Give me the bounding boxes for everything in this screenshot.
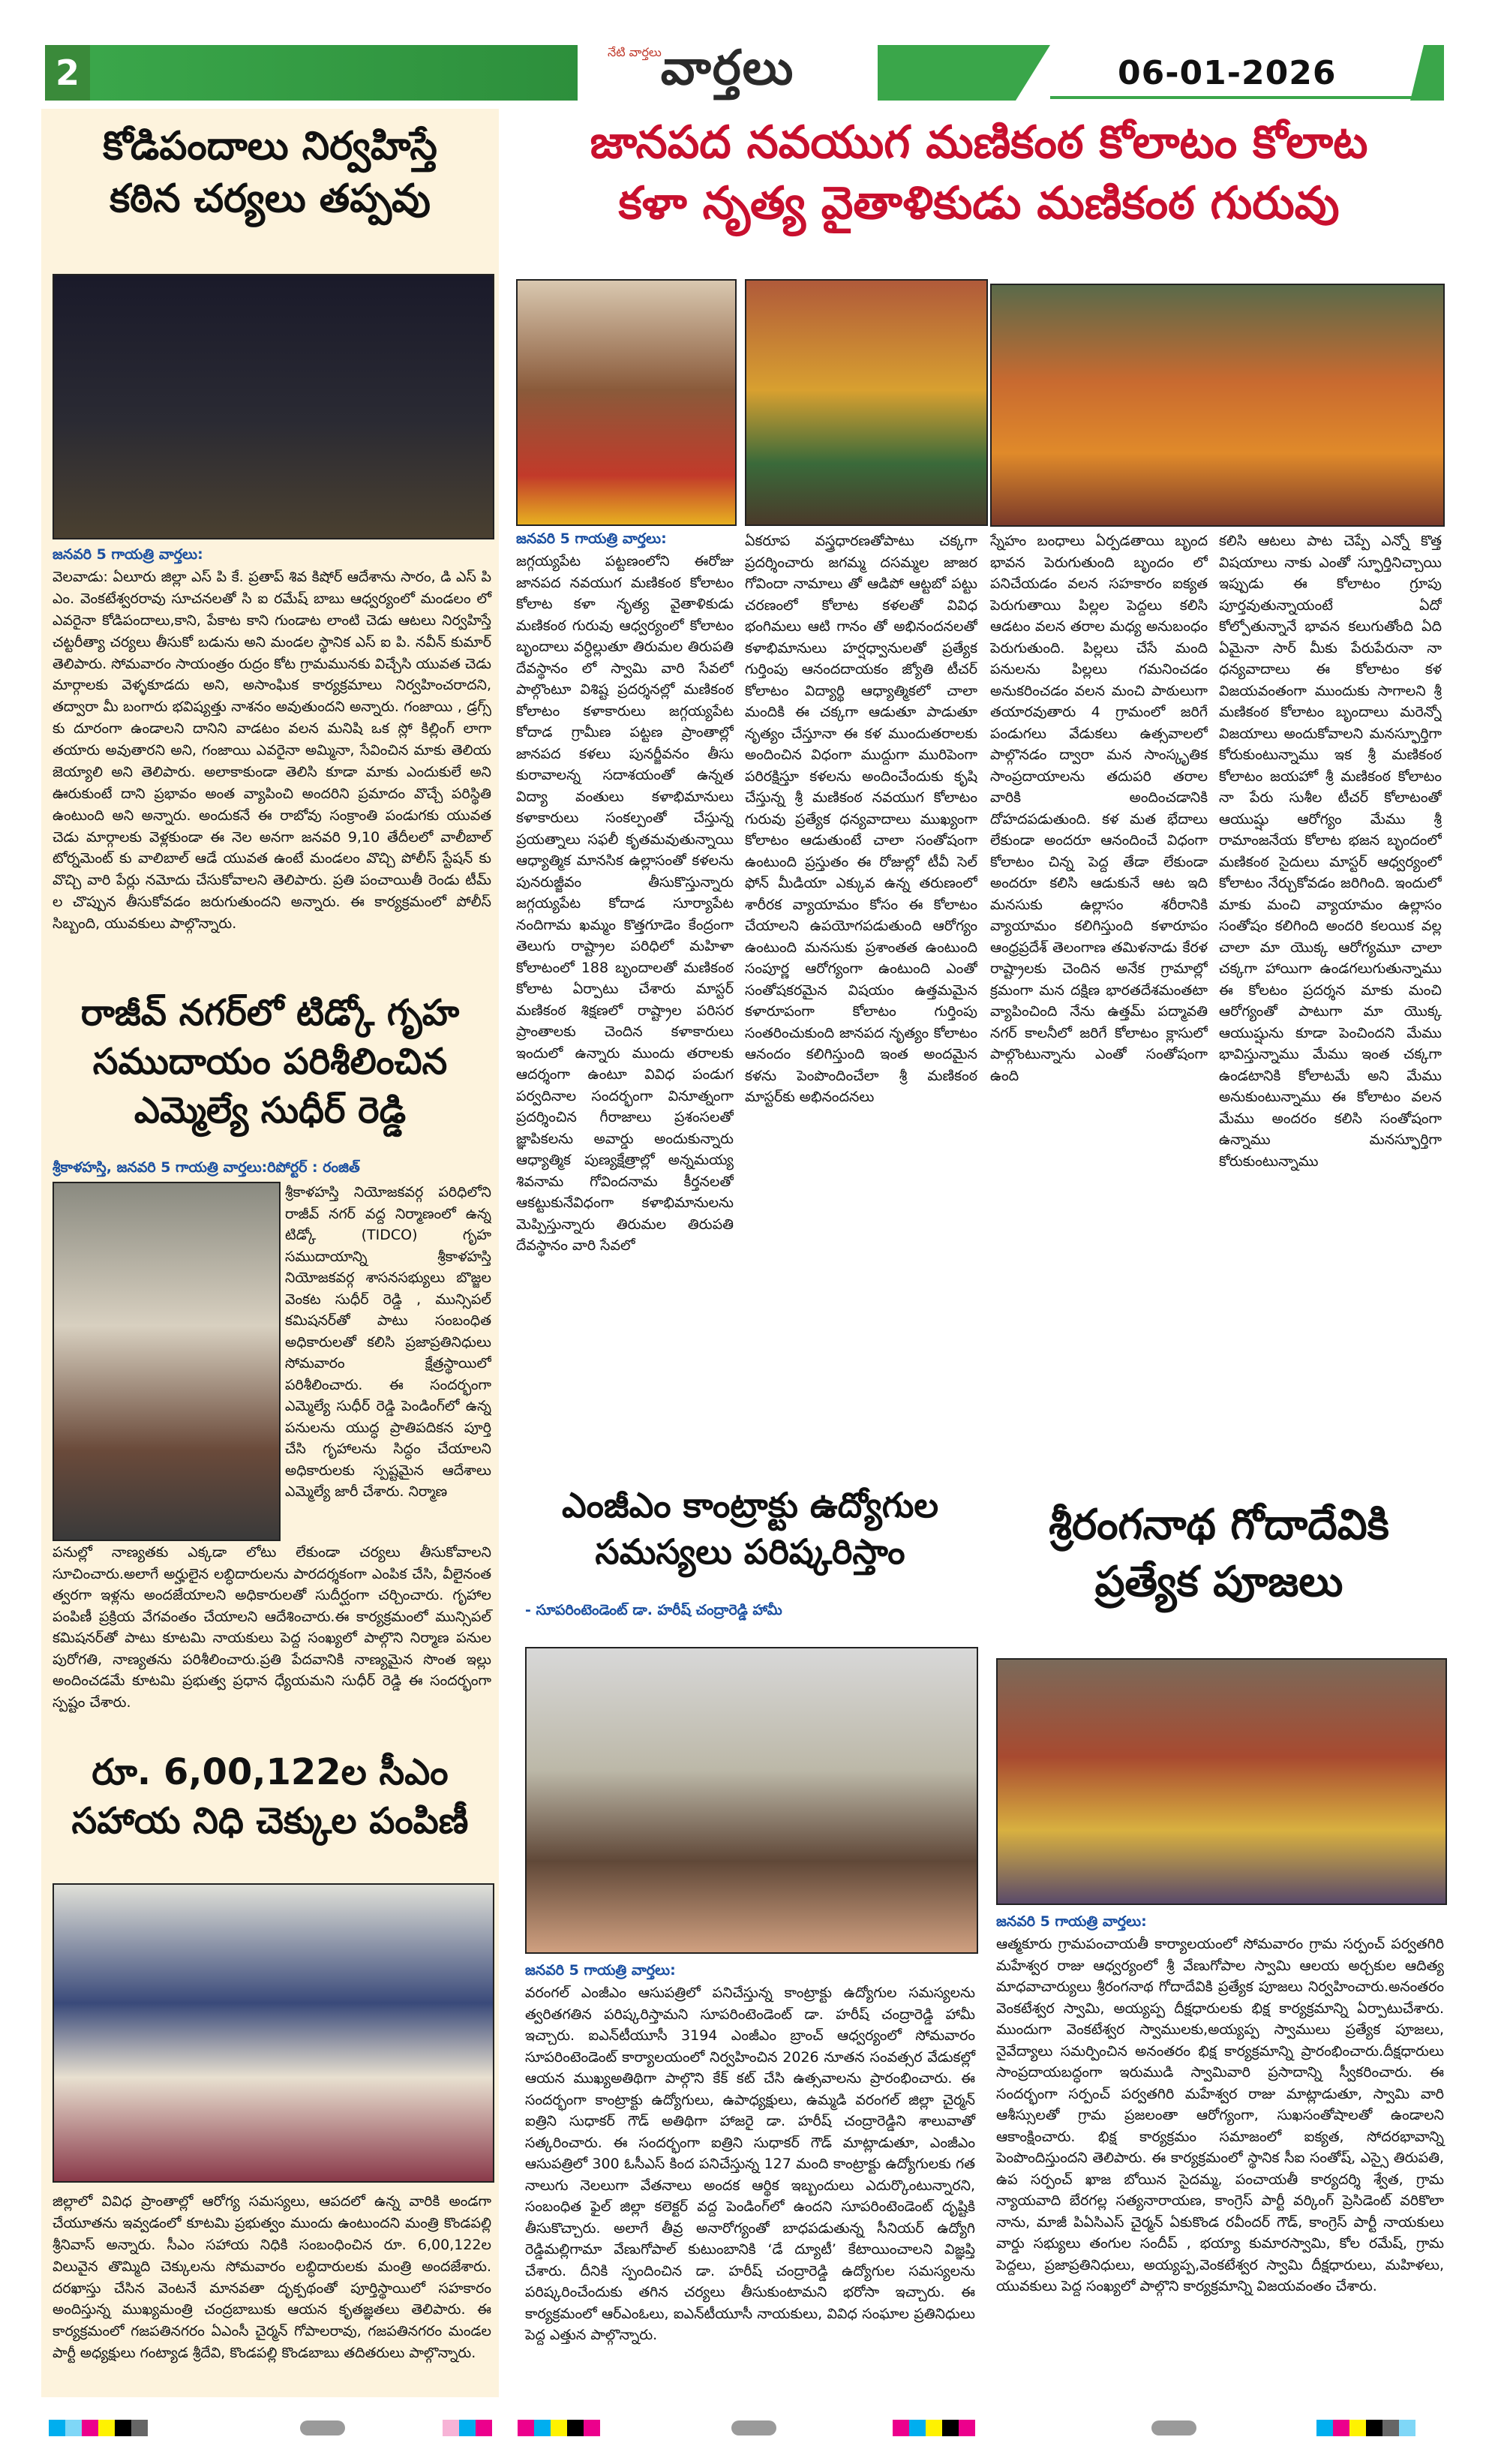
main-col3-body: స్నేహం బంధాలు ఏర్పడతాయి బృంద భావన పెరుగుతుంది బృందం లో పనిచేయడం వలన సహకారం ఐక్యత పెరుగుతాయి పిల్లల పెద్దలు కలిసి ఆడటం వలన తరాల మధ్య అనుబంధం పెరుగుతుంది. పిల్లలు చేసే మంది పనులను పిల్లలు గమనించడం అనుకరించడం వలన మంచి పాఠులుగా తయారవుతారు 4 గ్రామంలో జరిగే పండుగలు వేడుకలు ఉత్సవాలలో పాల్గొనడం ద్వారా మన సాంస్కృతిక సాంప్రదాయాలను తదుపరి తరాల వారికి అందించడానికి దోహదపడుతుంది. కళ మత భేదాలు లేకుండా అందరూ ఆనందించే విధంగా కోలాటం చిన్న పెద్ద తేడా లేకుండా అందరూ కలిసి ఆడుకునే ఆట ఇది మనసుకు ఉల్లాసం శరీరానికి వ్యాయామం కలిగిస్తుంది కళారూపం ఆంధ్రప్రదేశ్ తెలంగాణ తమిళనాడు కేరళ రాష్ట్రాలకు చెందిన అనేక గ్రామాల్లో క్రమంగా మన దక్షిణ భారతదేశమంతటా వ్యాపించింది నేను ఉత్తమ్ పద్మావతి నగర్ కాలనీలో జరిగే కోలాటం క్లాసులో పాల్గొంటున్నాను ఎంతో సంతోషంగా ఉంది: [990, 533, 1208, 1084]
registration-pill-2: [731, 2420, 776, 2436]
main-headline-line2: కళా నృత్య వైతాళికుడు మణికంఠ గురువు: [618, 177, 1340, 230]
color-registration-strip-5: [1316, 2420, 1415, 2436]
story3-headline-line2: సహాయ నిధి చెక్కుల పంపిణీ: [71, 1799, 469, 1842]
story2-byline: శ్రీకాళహస్తి, జనవరి 5 గాయత్రి వార్తలు:రిపోర్టర్ : రంజిత్: [53, 1159, 360, 1176]
story2-photo: [53, 1182, 281, 1541]
story1-headline-line1: కోడిపందాలు నిర్వహిస్తే: [103, 124, 437, 169]
color-registration-strip-4: [893, 2420, 975, 2436]
story1-body: వెలవాడు: ఏలూరు జిల్లా ఎస్ పి కే. ప్రతాప్ శివ కిషోర్ ఆదేశాను సారం, డి ఎస్ పి ఎం. వెంకటేశ్వరరావు సూచనలతో సి ఐ రమేష్ బాబు ఆధ్వర్యంలో మండలం లో ఎవరైనా కోడిపందాలు,కాని, పేకాట కాని గుండాట లాంటి చెడు ఆటలు నిర్వహిస్తే చట్టరీత్యా చర్యలు తీసుకో బడును అని మండల స్థానిక ఎస్ ఐ పి. నవీన్ కుమార్ తెలిపారు. సోమవారం సాయంత్రం రుద్రం కోట గ్రామమునకు విచ్చేసి యువత చెడు మార్గాలకు వెళ్ళకూడదు అని, అసాంఘిక కార్యక్రమాలు నిర్వహించరాదని, తద్వారా మీ బంగారు భవిష్యత్తు నాశనం అవుతుందని అన్నారు. గంజాయి , డ్రగ్స్ కు దూరంగా ఉండాలని దానిని వాడటం వలన మనిషి ఒక స్లో కిల్లింగ్ లాగా తయారు అవుతారని అని, గంజాయి ఎవరైనా అమ్మినా, సేవించిన మాకు తెలియ జెయ్యాలి అని తెలిపారు. అలాకాకుండా తెలిసి కూడా మాకు ఎందుకులే అని ఊరుకుంటే దాని ప్రభావం అంత వ్యాపించి అందరిని ప్రమాదం వొచ్చే పరిస్థితి ఉంటుంది అని అన్నారు. అందుకనే ఈ రాబోవు సంక్రాంతి పండుగకు యువత చెడు మార్గాలకు వెళ్లకుండా ఈ నెల అనగా జనవరి 9,10 తేదీలలో వాలీబాల్ టోర్నమెంట్ కు వాలిబాల్ ఆడే యువత ఉంటే మండలం వొచ్చి పోలీస్ స్టేషన్ కు వొచ్చి వారి పేర్లు నమోదు చేసుకోవాలని తెలిపారు. ప్రతి పంచాయితీ రెండు టీమ్ ల చొప్పున తీసుకోవడం జరుగుతుందని అన్నారు. ఈ కార్యక్రమంలో పోలీస్ సిబ్బంది, యువకులు పాల్గొన్నారు.: [53, 569, 491, 932]
main-photo-portrait: [516, 279, 737, 526]
story3-headline-line1: రూ. 6,00,122ల సీఎం: [92, 1751, 449, 1793]
story2-headline-line3: ఎమ్మెల్యే సుధీర్ రెడ్డి: [134, 1089, 407, 1131]
story1-byline: జనవరి 5 గాయత్రి వార్తలు:: [53, 546, 203, 563]
main-headline-line1: జానపద నవయుగ మణికంఠ కోలాటం కోలాట: [590, 116, 1368, 169]
story1-headline-line2: కఠిన చర్యలు తప్పవు: [110, 176, 431, 222]
story1-headline: [45, 120, 495, 225]
color-registration-strip-2: [443, 2420, 492, 2436]
mgm-subline: - సూపరింటెండెంట్ డా. హరీష్ చంద్రారెడ్డి హామీ: [525, 1602, 782, 1618]
story1-text: [53, 546, 491, 935]
story3-photo: [53, 1883, 494, 2183]
mgm-text: [525, 1962, 975, 2346]
story2-headline-line2: సముదాయం పరిశీలించిన: [92, 1040, 448, 1083]
color-registration-strip-3: [518, 2420, 600, 2436]
issue-date: 06-01-2026: [1118, 54, 1337, 92]
masthead-logo: [578, 40, 878, 104]
story2-headline-line1: రాజీవ్ నగర్‌లో టిడ్కో గృహ: [80, 992, 460, 1034]
story1-photo: [53, 274, 494, 539]
color-registration-strip-1: [49, 2420, 148, 2436]
goda-text: [996, 1913, 1444, 2297]
logo-tagline: నేటి వార్తలు: [608, 45, 662, 59]
registration-pill-1: [300, 2420, 345, 2436]
story2-headline: [45, 989, 495, 1134]
mgm-headline: [510, 1482, 990, 1575]
logo-text: వార్తలు: [660, 40, 795, 96]
goda-byline: జనవరి 5 గాయత్రి వార్తలు:: [996, 1913, 1147, 1930]
main-col1-body: జగ్గయ్యపేట పట్టణంలోని ఈరోజు జానపద నవయుగ మణికంఠ కోలాటం కోలాట కళా నృత్య వైతాళికుడు మణికంఠ గురువు ఆధ్వర్యంలో కోలాటం బృందాలు వర్ధిల్లుతూ తిరుమల తిరుపతి దేవస్థానం లో స్వామి వారి సేవలో పాల్గొంటూ విశిష్ట ప్రదర్శనల్లో మణికంఠ కోలాటం కళాకారులు జగ్గయ్యపేట కోదాడ గ్రామీణ పట్టణ ప్రాంతాల్లో జానపద కళలు పునర్జీవనం తీసు కురావాలన్న సదాశయంతో ఉన్నత విద్యా వంతులు కళాభిమానులు కళాకారులు సంకల్పంతో చేస్తున్న ప్రయత్నాలు సఫలీ కృతమవుతున్నాయి ఆధ్యాత్మిక మానసిక ఉల్లాసంతో కళలను పునరుజ్జీవం తీసుకొస్తున్నారు జగ్గయ్యపేట కోదాడ సూర్యాపేట నందిగామ ఖమ్మం కొత్తగూడెం కేంద్రంగా తెలుగు రాష్ట్రాల పరిధిలో మహిళా కోలాటంలో 188 బృందాలతో మణికంఠ కోలాట ఏర్పాటు చేశారు మాస్టర్ మణికంఠ శిక్షణలో రాష్ట్రాల పరిసర ప్రాంతాలకు చెందిన కళాకారులు ఇందులో ఉన్నారు ముందు తరాలకు ఆదర్శంగా ఉంటూ వివిధ పండుగ పర్వదినాల సందర్భంగా వినూత్నంగా ప్రదర్శించిన గీరాజాలు ప్రశంసలతో జ్ఞాపికలను అవార్డు అందుకున్నారు ఆధ్యాత్మిక పుణ్యక్షేత్రాల్లో అన్నమయ్య శివనామ గోవిందనామ కీర్తనలతో ఆకట్టుకునేవిధంగా కళాభిమానులను మెప్పిస్తున్నారు తిరుమల తిరుపతి దేవస్థానం వారి సేవలో: [516, 553, 734, 1254]
story2-body-full: పనుల్లో నాణ్యతకు ఎక్కడా లోటు లేకుండా చర్యలు తీసుకోవాలని సూచించారు.అలాగే అర్హులైన లబ్ధిదారులను పారదర్శకంగా ఎంపిక చేసి, వీలైనంత త్వరగా ఇళ్లను అందజేయాలని అధికారులతో సుదీర్ఘంగా చర్చించారు. గృహాల పంపిణీ ప్రక్రియ వేగవంతం చేయాలని ఆదేశించారు.ఈ కార్యక్రమంలో మున్సిపల్ కమిషనర్‌తో పాటు కూటమి నాయకులు పెద్ద సంఖ్యలో పాల్గొని నిర్మాణ పనుల పురోగతి, నాణ్యతను పరిశీలించారు.ప్రతి పేదవానికి నాణ్యమైన సొంత ఇల్లు అందించడమే కూటమి ప్రభుత్వ ప్రధాన ధ్యేయమని సుధీర్ రెడ్డి ఈ సందర్భంగా స్పష్టం చేశారు.: [53, 1544, 491, 1711]
mgm-photo: [525, 1647, 978, 1954]
header-stripe-left: [90, 45, 578, 101]
goda-headline-line2: ప్రత్యేక పూజలు: [1094, 1557, 1343, 1606]
goda-body: ఆత్మకూరు గ్రామపంచాయతీ కార్యాలయంలో సోమవారం గ్రామ సర్పంచ్ పర్వతగిరి మహేశ్వర రాజు ఆధ్వర్యంలో శ్రీ వేణుగోపాల స్వామి ఆలయ అర్చకుల ఆదిత్య మాధవాచార్యులు శ్రీరంగనాథ గోదాదేవికి ప్రత్యేక పూజలు నిర్వహించారు.అనంతరం వెంకటేశ్వర స్వామి, అయ్యప్ప దీక్షధారులకు భిక్ష కార్యక్రమాన్ని ఏర్పాటుచేశారు. ముందుగా వెంకటేశ్వర స్వాములకు,అయ్యప్ప స్వాములు ప్రత్యేక పూజలు, నైవేద్యాలు సమర్పించిన అనంతరం భిక్ష కార్యక్రమాన్ని ప్రారంభించారు.దీక్షధారులు సాంప్రదాయబద్ధంగా ఇరుముడి స్వామివారి ప్రసాదాన్ని స్వీకరించారు. ఈ సందర్భంగా సర్పంచ్ పర్వతగిరి మహేశ్వర రాజు మాట్లాడుతూ, స్వామి వారి ఆశీస్సులతో గ్రామ ప్రజలంతా ఆరోగ్యంగా, సుఖసంతోషాలతో ఉండాలని ఆకాంక్షించారు. భిక్ష కార్యక్రమం సమాజంలో ఐక్యత, సోదరభావాన్ని పెంపొందిస్తుందని తెలిపారు. ఈ కార్యక్రమంలో స్థానిక సీఐ సంతోష్, ఎస్సై తిరుపతి, ఉప సర్పంచ్ ఖాజ బోయిన సైదమ్మ, పంచాయతీ కార్యదర్శి శ్వేత, గ్రామ న్యాయవాది బేరగల్ల సత్యనారాయణ, కాంగ్రెస్ పార్టీ వర్కింగ్ ప్రెసిడెంట్ వరికొలా నాను, మాజీ పిఏసిఎస్ చైర్మన్ ఏకుకొండ రవీందర్ గౌడ్, కాంగ్రెస్ పార్టీ నాయకులు వార్డు సభ్యులు తంగుల సందీప్ , భయ్యా కుమారస్వామి, కోల రమేష్, గ్రామ పెద్దలు, ప్రజాప్రతినిధులు, అయ్యప్ప,వెంకటేశ్వర స్వామి దీక్షధారులు, మహిళలు, యువకులు పెద్ద సంఖ్యలో పాల్గొని కార్యక్రమాన్ని విజయవంతం చేశారు.: [996, 1936, 1444, 2294]
goda-headline: [990, 1497, 1448, 1610]
story3-body: జిల్లాలో వివిధ ప్రాంతాల్లో ఆరోగ్య సమస్యలు, ఆపదలో ఉన్న వారికి అండగా చేయూతను ఇవ్వడంలో కూటమి ప్రభుత్వం ముందు ఉంటుందని మంత్రి కొండపల్లి శ్రీనివాస్ అన్నారు. సీఎం సహాయ నిధికి సంబంధించిన రూ. 6,00,122ల విలువైన తొమ్మిది చెక్కులను సోమవారం లబ్ధిదారులకు మంత్రి అందజేశారు. దరఖాస్తు చేసిన వెంటనే మానవతా దృక్పథంతో పూర్తిస్థాయిలో సహకారం అందిస్తున్న ముఖ్యమంత్రి చంద్రబాబుకు ఆయన కృతజ్ఞతలు తెలిపారు. ఈ కార్యక్రమంలో గజపతినగరం ఏఎంసీ చైర్మన్ గోపాలరావు, గజపతినగరం మండల పార్టీ అధ్యక్షులు గంట్యాడ శ్రీదేవి, కొండపల్లి కొండబాబు తదితరులు పాల్గొన్నారు.: [53, 2193, 491, 2362]
mgm-headline-line2: సమస్యలు పరిష్కరిస్తాం: [595, 1531, 905, 1573]
mgm-body: వరంగల్ ఎంజీఎం ఆసుపత్రిలో పనిచేస్తున్న కాంట్రాక్టు ఉద్యోగుల సమస్యలను త్వరితగతిన పరిష్కరిస్తామని సూపరింటెండెంట్ డా. హరీష్ చంద్రారెడ్డి హామీ ఇచ్చారు. ఐఎన్‌టీయూసీ 3194 ఎంజీఎం బ్రాంచ్ ఆధ్వర్యంలో సోమవారం సూపరింటెండెంట్ కార్యాలయంలో నిర్వహించిన 2026 నూతన సంవత్సర వేడుకల్లో ఆయన ముఖ్యఅతిథిగా పాల్గొని కేక్ కట్ చేసి ఉత్సవాలను ప్రారంభించారు. ఈ సందర్భంగా కాంట్రాక్టు ఉద్యోగులు, ఉపాధ్యక్షులు, ఉమ్మడి వరంగల్ జిల్లా చైర్మన్ ఐత్రిని సుధాకర్ గౌడ్ అతిథిగా హాజరై డా. హరీష్ చంద్రారెడ్డిని శాలువాతో సత్కరించారు. ఈ సందర్భంగా ఐత్రిని సుధాకర్ గౌడ్ మాట్లాడుతూ, ఎంజీఎం ఆసుపత్రిలో 300 ఓసీఎస్ కింద పనిచేస్తున్న 127 మంది కాంట్రాక్టు ఉద్యోగులకు గత నాలుగు నెలలుగా వేతనాలు అందక ఆర్థిక ఇబ్బందులు ఎదుర్కొంటున్నారని, సంబంధిత ఫైల్ జిల్లా కలెక్టర్ వద్ద పెండింగ్‌లో ఉందని సూపరింటెండెంట్ దృష్టికి తీసుకొచ్చారు. అలాగే తీవ్ర అనారోగ్యంతో బాధపడుతున్న సీనియర్ ఉద్యోగి రెడ్డిమల్లిగామా వేణుగోపాల్ కుటుంబానికి ‘డే ద్యూటీ’ కేటాయించాలని విజ్ఞప్తి చేశారు. దీనికి స్పందించిన డా. హరీష్ చంద్రారెడ్డి ఉద్యోగుల సమస్యలను పరిష్కరించేందుకు తగిన చర్యలు తీసుకుంటామని భరోసా ఇచ్చారు. ఈ కార్యక్రమంలో ఆర్‌ఎంఓలు, ఐఎన్‌టీయూసీ నాయకులు, వివిధ సంఘాల ప్రతినిధులు పెద్ద ఎత్తున పాల్గొన్నారు.: [525, 1985, 975, 2343]
main-photo-dance: [745, 279, 988, 526]
main-byline: జనవరి 5 గాయత్రి వార్తలు:: [516, 530, 667, 547]
header-stripe-mid: [878, 45, 1050, 101]
page-number: 2: [45, 45, 90, 101]
main-col2-body: ఏకరూప వస్త్రధారణతోపాటు చక్కగా ప్రదర్శించారు జగమ్మ దసమ్మల జాజర గోవిందా నామాలు తో ఆడిపో ఆట్టబో పట్టు చరణంలో కోలాట కళలతో వివిధ భంగిమలు ఆటి గానం తో అభినందనలతో కళాభిమానులు హర్షధ్వానులతో ప్రత్యేక గుర్తింపు ఆనందదాయకం జ్యోతి టీచర్ కోలాటం విద్యార్థి ఆధ్యాత్మికలో చాలా మందికి ఈ చక్కగా ఆడుతూ పాడుతూ నృత్యం చేస్తూనా ఈ కళ ముందుతరాలకు అందించిన విధంగా ముద్దుగా మురిపెంగా పరిరక్షిస్తూ కళలను అందించేందుకు కృషి చేస్తున్న శ్రీ మణికంఠ నవయుగ కోలాటం గురువు ప్రత్యేక ధన్యవాదాలు ముఖ్యంగా కోలాటం ఆడుతుంటే చాలా సంతోషంగా ఉంటుంది ప్రస్తుతం ఈ రోజుల్లో టీవీ సెల్ ఫోన్ మీడియా ఎక్కువ ఉన్న తరుణంలో శారీరక వ్యాయామం కోసం ఈ కోలాటం చేయాలని ఉపయోగపడుతుంది ఆరోగ్యం ఉంటుంది మనసుకు ప్రశాంతత ఉంటుంది సంపూర్ణ ఆరోగ్యంగా ఉంటుంది ఎంతో సంతోషకరమైన విషయం ఉత్తమమైన కళారూపంగా కోలాటం గుర్తింపు సంతరించుకుంది జానపద నృత్యం కోలాటం ఆనందం కలిగిస్తుంది ఇంత అందమైన కళను పెంపొందించేలా శ్రీ మణికంఠ మాస్టర్‌కు అభినందనలు: [745, 533, 977, 1105]
main-headline: [510, 113, 1448, 234]
mgm-headline-line1: ఎంజీఎం కాంట్రాక్టు ఉద్యోగుల: [561, 1485, 939, 1525]
main-col1: [516, 530, 734, 1459]
date-underline: [1050, 96, 1444, 99]
goda-headline-line1: శ్రీరంగనాథ గోదాదేవికి: [1049, 1501, 1389, 1549]
story3-headline: [45, 1748, 495, 1846]
mgm-byline: జనవరి 5 గాయత్రి వార్తలు:: [525, 1962, 676, 1979]
registration-pill-3: [1151, 2420, 1196, 2436]
story2-body-side: శ్రీకాళహస్తి నియోజకవర్గ పరిధిలోని రాజీవ్ నగర్ వద్ద నిర్మాణంలో ఉన్న టిడ్కో (TIDCO) గృహ సముదాయాన్ని శ్రీకాళహస్తి నియోజకవర్గ శాసనసభ్యులు బొజ్జల వెంకట సుధీర్ రెడ్డి , మున్సిపల్ కమిషనర్‌తో పాటు సంబంధిత అధికారులతో కలిసి ప్రజాప్రతినిధులు సోమవారం క్షేత్రస్థాయిలో పరిశీలించారు. ఈ సందర్భంగా ఎమ్మెల్యే సుధీర్ రెడ్డి పెండింగ్‌లో ఉన్న పనులను యుద్ధ ప్రాతిపదికన పూర్తి చేసి గృహాలను సిద్ధం చేయాలని అధికారులకు స్పష్టమైన ఆదేశాలు ఎమ్మెల్యే జారీ చేశారు. నిర్మాణ: [285, 1184, 491, 1500]
goda-photo: [996, 1658, 1447, 1905]
header-corner: [1410, 45, 1444, 101]
main-photo-group: [990, 284, 1445, 527]
main-col4-body: కలిసి ఆటలు పాట చెప్పే ఎన్నో కొత్త విషయాలు నాకు ఎంతో స్ఫూర్తినిచ్చాయి ఇప్పుడు ఈ కోలాటం గ్రూపు పూర్తవుతున్నాయంటే ఏదో కోల్పోతున్నానే భావన కలుగుతోంది ఏది ఏమైనా సార్ మీకు పేరుపేరునా నా ధన్యవాదాలు ఈ కోలాటం కళ విజయవంతంగా ముందుకు సాగాలని శ్రీ మణికంఠ కోలాటం బృందాలు మరెన్నో విజయాలు అందుకోవాలని మనస్ఫూర్తిగా కోరుకుంటున్నాము ఇక శ్రీ మణికంఠ కోలాటం జయహో శ్రీ మణికంఠ కోలాటం నా పేరు సుశీల టీచర్ కోలాటంతో ఆయుష్షు ఆరోగ్యం మేము శ్రీ రామాంజనేయ కోలాట భజన బృందంలో మణికంఠ సైదులు మాస్టర్ ఆధ్వర్యంలో కోలాటం నేర్చుకోవడం జరిగింది. ఇందులో మాకు మంచి వ్యాయామం ఉల్లాసం సంతోషం కలిగింది అందరి కలయిక వల్ల చాలా మా యొక్క ఆరోగ్యమూ చాలా చక్కగా హాయిగా ఉండగలుగుతున్నాము ఈ కోలటం ప్రదర్శన మాకు మంచి ఆరోగ్యంతో పాటుగా మా యొక్క ఆయుష్షును కూడా పెంచిందని మేము భావిస్తున్నాము మేము ఇంత చక్కగా ఉండటానికి కోలాటమే అని మేము అనుకుంటున్నాము ఈ కోలాటం వలన మేము అందరం కలిసి సంతోషంగా ఉన్నాము మనస్ఫూర్తిగా కోరుకుంటున్నాము: [1219, 533, 1442, 1170]
